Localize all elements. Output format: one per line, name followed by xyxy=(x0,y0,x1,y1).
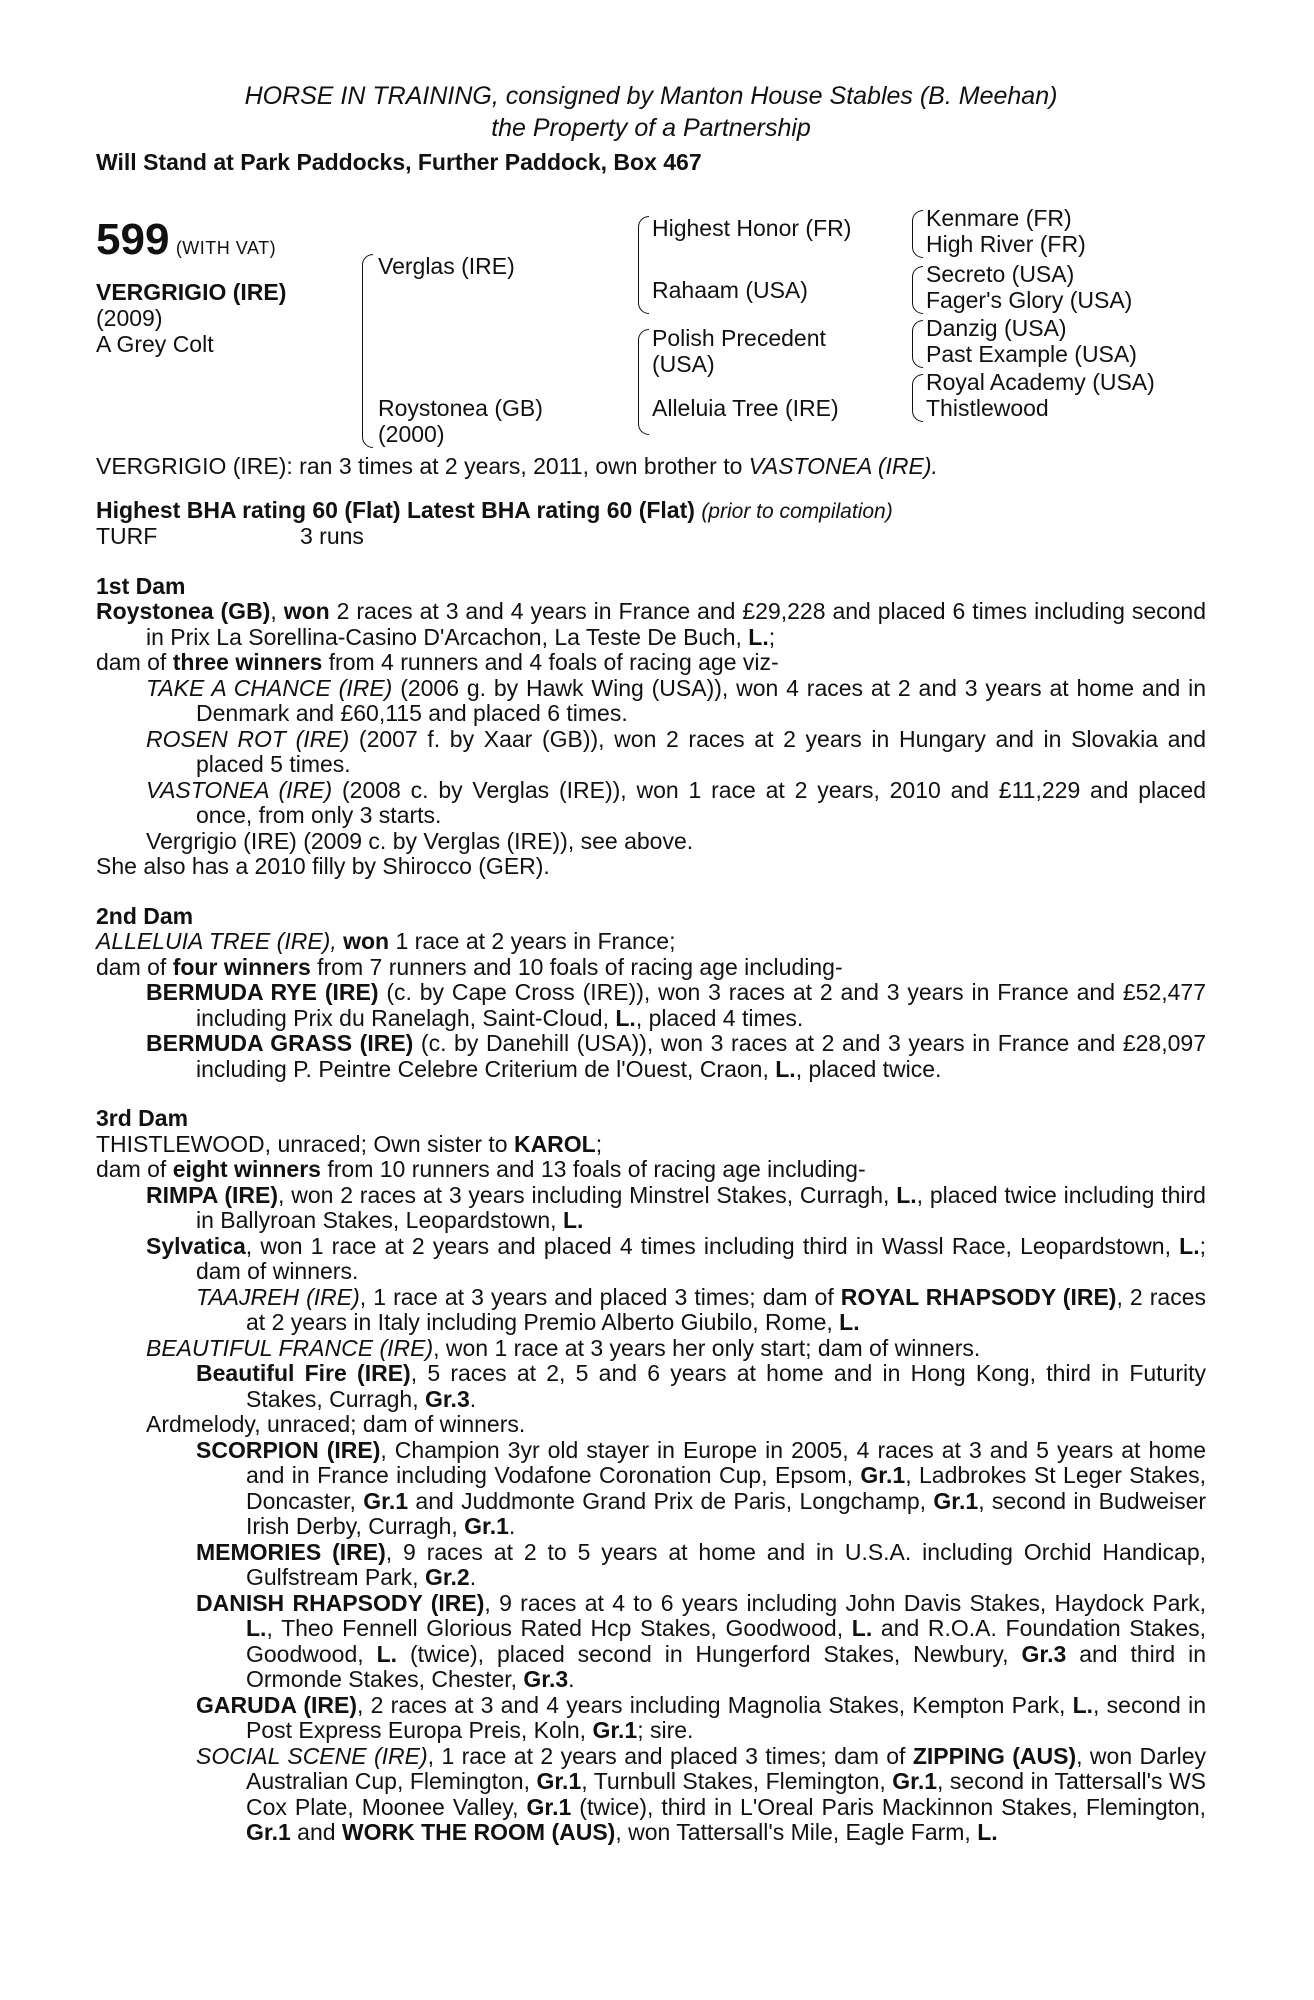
produce-note: She also has a 2010 filly by Shirocco (GER). xyxy=(96,853,550,879)
first-dam-heading: 1st Dam xyxy=(96,572,186,599)
produce-beautiful-fire: Beautiful Fire (IRE), 5 races at 2, 5 and 6 years at home and in Hong Kong, third in Futurity Stakes, Curragh, Gr.3. xyxy=(196,1360,1207,1412)
dd-sire: Royal Academy (USA) xyxy=(926,369,1155,395)
horse-name: VERGRIGIO (IRE) xyxy=(96,279,287,305)
gen3-brace-1 xyxy=(912,210,923,258)
produce-scorpion: SCORPION (IRE), Champion 3yr old stayer in Europe in 2005, 4 races at 3 and 5 years at home and in France including Vodafone Coronation Cup, Epsom, Gr.1, Ladbrokes St Leger Stakes, Doncaster, Gr.1 and Juddmonte Grand Prix de Paris, Longchamp, Gr.1, second in Budweiser Irish Derby, Curragh, Gr.1. xyxy=(196,1436,1207,1539)
dam-parents-brace xyxy=(638,329,649,435)
third-dam-heading: 3rd Dam xyxy=(96,1105,189,1131)
sire-parents-brace xyxy=(638,216,649,314)
first-dam-record: Roystonea (GB), won 2 races at 3 and 4 years in France and £29,228 and placed 6 times including second in Prix La Sorellina-Casino D'Arcachon, La Teste De Buch, L.; xyxy=(96,598,1207,650)
first-dam-produce-summary: dam of three winners from 4 runners and 4 foals of racing age viz- xyxy=(96,649,779,675)
produce-garuda: GARUDA (IRE), 2 races at 3 and 4 years including Magnolia Stakes, Kempton Park, L., second in Post Express Europa Preis, Koln, Gr.1; sire. xyxy=(196,1691,1206,1743)
location-line: Will Stand at Park Paddocks, Further Paddock, Box 467 xyxy=(96,149,702,175)
dam-name: Roystonea (GB) xyxy=(378,395,543,421)
ss-dam: High River (FR) xyxy=(926,231,1086,257)
dam-dam: Alleluia Tree (IRE) xyxy=(652,395,839,421)
pedigree-block xyxy=(96,204,1206,447)
lot-number: 599 xyxy=(96,215,170,264)
consignment-header xyxy=(96,80,1206,178)
produce-rosen-rot: ROSEN ROT (IRE) (2007 f. by Xaar (GB)), won 2 races at 2 years in Hungary and in Slovakia and placed 5 times. xyxy=(146,725,1207,777)
produce-vergrigio: Vergrigio (IRE) (2009 c. by Verglas (IRE)), see above. xyxy=(146,827,694,854)
dam-sire-line1: Polish Precedent xyxy=(652,325,826,351)
consignor-line: HORSE IN TRAINING, consigned by Manton House Stables (B. Meehan) xyxy=(244,82,1058,110)
dd-dam: Thistlewood xyxy=(926,395,1049,421)
sire: Verglas (IRE) xyxy=(378,253,515,279)
second-dam-produce-summary: dam of four winners from 7 runners and 10 foals of racing age including- xyxy=(96,953,843,980)
surface-line: TURF 3 runs xyxy=(96,523,364,549)
gen3-brace-4 xyxy=(912,374,923,422)
produce-social-scene: SOCIAL SCENE (IRE), 1 race at 2 years and placed 3 times; dam of ZIPPING (AUS), won Darley Australian Cup, Flemington, Gr.1, Turnbull Stakes, Flemington, Gr.1, second in Tattersall's WS Cox Plate, Moonee Valley, Gr.1 (twice), third in L'Oreal Paris Mackinnon Stakes, Flemington, Gr.1 and WORK THE ROOM (AUS), won Tattersall's Mile, Eagle Farm, L. xyxy=(196,1742,1207,1845)
produce-rimpa: RIMPA (IRE), won 2 races at 3 years including Minstrel Stakes, Curragh, L., placed twice including third in Ballyroan Stakes, Leopardstown, L. xyxy=(146,1181,1206,1233)
sd-sire: Secreto (USA) xyxy=(926,261,1075,287)
rating-line: Highest BHA rating 60 (Flat) Latest BHA rating 60 (Flat) (prior to compilation) xyxy=(96,496,893,523)
ss-sire: Kenmare (FR) xyxy=(926,205,1072,231)
gen3-brace-3 xyxy=(912,320,923,368)
ownership-line: the Property of a Partnership xyxy=(491,114,811,142)
produce-vastonea: VASTONEA (IRE) (2008 c. by Verglas (IRE)), won 1 race at 2 years, 2010 and £11,229 and placed once, from only 3 starts. xyxy=(146,776,1206,828)
ds-sire: Danzig (USA) xyxy=(926,315,1067,341)
produce-bermuda-rye: BERMUDA RYE (IRE) (c. by Cape Cross (IRE)), won 3 races at 2 and 3 years in France and £52,477 including Prix du Ranelagh, Saint-Cloud, L., placed 4 times. xyxy=(146,979,1206,1031)
gen3-brace-2 xyxy=(912,266,923,314)
dam-year: (2000) xyxy=(378,421,445,447)
produce-take-a-chance: TAKE A CHANCE (IRE) (2006 g. by Hawk Wing (USA)), won 4 races at 2 and 3 years at home and in Denmark and £60,115 and placed 6 times. xyxy=(146,674,1207,726)
produce-memories: MEMORIES (IRE), 9 races at 2 to 5 years at home and in U.S.A. including Orchid Handicap, Gulfstream Park, Gr.2. xyxy=(196,1538,1207,1590)
produce-taajreh: TAAJREH (IRE), 1 race at 3 years and placed 3 times; dam of ROYAL RHAPSODY (IRE), 2 races at 2 years in Italy including Premio Alberto Giubilo, Rome, L. xyxy=(196,1283,1206,1335)
foaling-year: (2009) xyxy=(96,305,163,331)
race-summary: VERGRIGIO (IRE): ran 3 times at 2 years, 2011, own brother to VASTONEA (IRE). xyxy=(96,453,938,479)
third-dam-produce-summary: dam of eight winners from 10 runners and 13 foals of racing age including- xyxy=(96,1156,866,1182)
second-dam-record: ALLELUIA TREE (IRE), won 1 race at 2 years in France; xyxy=(96,928,676,954)
catalogue-page xyxy=(96,80,1206,1846)
sire-sire: Highest Honor (FR) xyxy=(652,215,852,241)
ds-dam: Past Example (USA) xyxy=(926,341,1137,367)
produce-ardmelody: Ardmelody, unraced; dam of winners. xyxy=(146,1411,526,1437)
horse-description: A Grey Colt xyxy=(96,331,214,357)
sd-dam: Fager's Glory (USA) xyxy=(926,287,1133,313)
third-dam-record: THISTLEWOOD, unraced; Own sister to KAROL; xyxy=(96,1130,603,1157)
dam-sire-line2: (USA) xyxy=(652,351,715,377)
vat-note: (WITH VAT) xyxy=(175,238,277,258)
produce-sylvatica: Sylvatica, won 1 race at 2 years and placed 4 times including third in Wassl Race, Leopardstown, L.; dam of winners. xyxy=(146,1232,1207,1284)
second-dam-heading: 2nd Dam xyxy=(96,902,194,929)
produce-bermuda-grass: BERMUDA GRASS (IRE) (c. by Danehill (USA)), won 3 races at 2 and 3 years in France and £28,097 including P. Peintre Celebre Criterium de l'Ouest, Craon, L., placed twice. xyxy=(146,1030,1206,1082)
sire-dam-brace xyxy=(362,254,373,448)
lot-number-line xyxy=(96,215,277,264)
produce-beautiful-france: BEAUTIFUL FRANCE (IRE), won 1 race at 3 years her only start; dam of winners. xyxy=(146,1334,981,1361)
produce-danish-rhapsody: DANISH RHAPSODY (IRE), 9 races at 4 to 6 years including John Davis Stakes, Haydock Park, L., Theo Fennell Glorious Rated Hcp Stakes, Goodwood, L. and R.O.A. Foundation Stakes, Goodwood, L. (twice), placed second in Hungerford Stakes, Newbury, Gr.3 and third in Ormonde Stakes, Chester, Gr.3. xyxy=(196,1589,1207,1692)
sire-dam: Rahaam (USA) xyxy=(652,277,808,303)
